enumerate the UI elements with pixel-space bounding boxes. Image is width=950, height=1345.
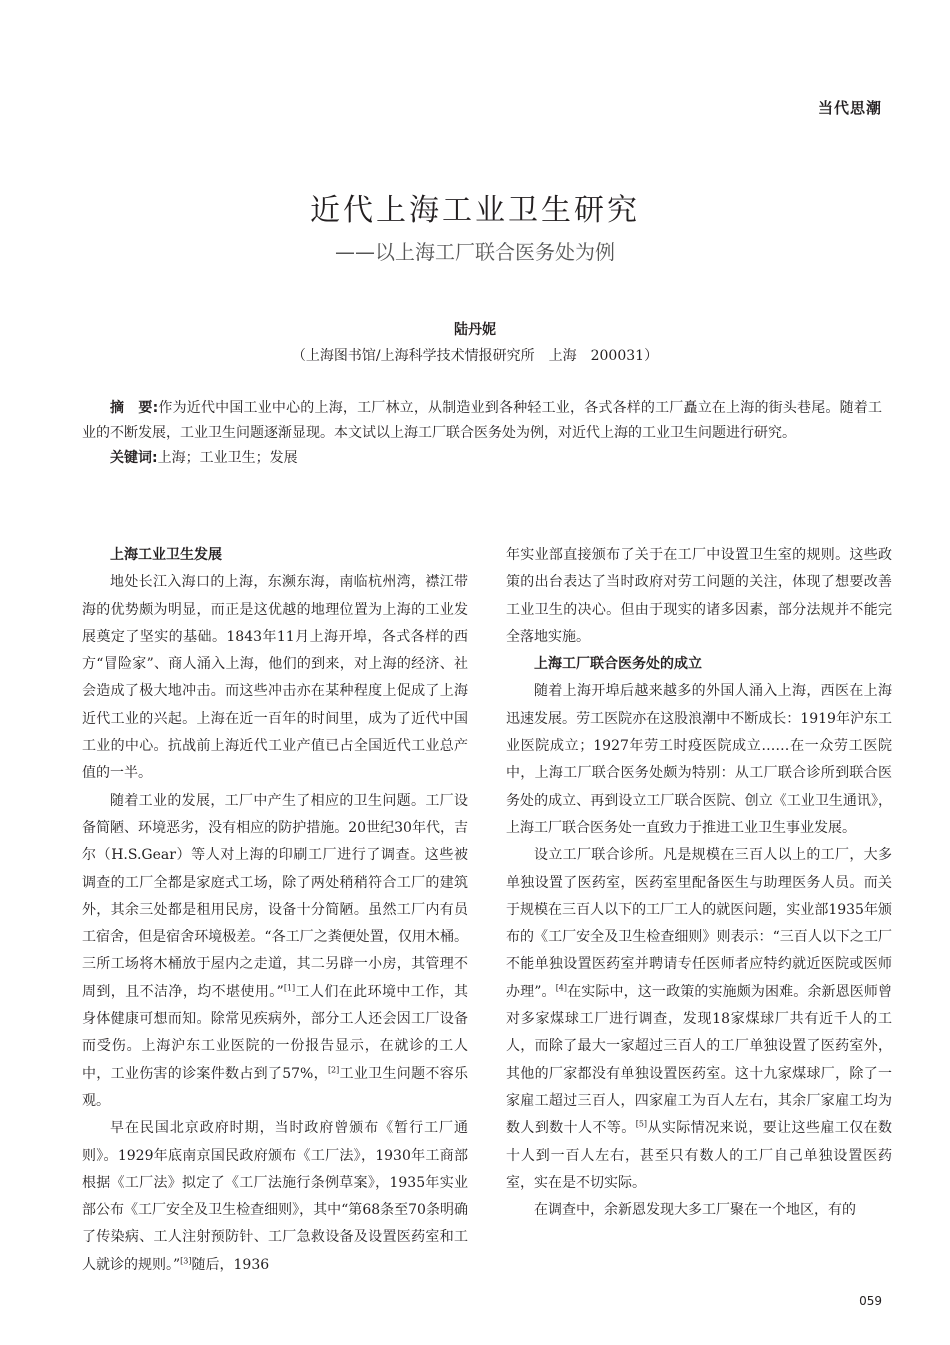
right-paragraph-2: 随着上海开埠后越来越多的外国人涌入上海，西医在上海迅速发展。劳工医院亦在这股浪潮中不断成长：1919年沪东工业医院成立；1927年劳工时疫医院成立……在一众劳工医院中，上海工厂联合医务处颇为特别：从工厂联合诊所到联合医务处的成立、再到设立工厂联合医院、创立《工业卫生通讯》，上海工厂联合医务处一直致力于推进工业卫生事业发展。	[506, 683, 892, 836]
left-paragraph-3	[82, 1115, 468, 1279]
reference-3: [3]	[180, 1256, 192, 1266]
left-p2-text-b: 工人们在此环境中工作，其身体健康可想而知。除常见疾病外，部分工人还会因工厂设备而受伤。上海沪东工业医院的一份报告显示，在就诊的工人中，工业伤害的诊案件数占到了57%，	[82, 983, 468, 1082]
reference-1: [1]	[283, 983, 296, 993]
keywords-text: 上海；工业卫生；发展	[157, 450, 298, 466]
article-title: 近代上海工业卫生研究	[310, 193, 640, 228]
page-number: 059	[859, 1294, 882, 1308]
right-paragraph-3	[506, 842, 892, 1197]
author-name: 陆丹妮	[454, 322, 496, 338]
left-p2-text-c: 工业卫生问题不容乐观。	[82, 1065, 468, 1109]
reference-2: [2]	[327, 1064, 340, 1074]
right-column	[506, 542, 892, 1224]
keywords-label: 关键词:	[110, 450, 158, 466]
section-heading-industrial-hygiene: 上海工业卫生发展	[110, 547, 222, 563]
right-paragraph-1: 年实业部直接颁布了关于在工厂中设置卫生室的规则。这些政策的出台表达了当时政府对劳工问题的关注，体现了想要改善工业卫生的决心。但由于现实的诸多因素，部分法规并不能完全落地实施。	[506, 547, 892, 645]
section-heading-medical-office: 上海工厂联合医务处的成立	[534, 656, 702, 673]
reference-5: [5]	[635, 1119, 648, 1129]
left-paragraph-2	[82, 788, 468, 1116]
reference-4: [4]	[555, 983, 568, 993]
right-p3-text-a: 设立工厂联合诊所。凡是规模在三百人以上的工厂，大多单独设置了医药室，医药室里配备医生与助理医务人员。而关于规模在三百人以下的工厂工人的就医问题，实业部1935年颁布的《工厂安全及卫生检查细则》则表示：“三百人以下之工厂不能单独设置医药室并聘请专任医师者应特约就近医院或医师办理”。	[506, 847, 892, 1000]
right-p3-text-b: 在实际中，这一政策的实施颇为困难。余新恩医师曾对多家煤球工厂进行调查，发现18家煤球厂共有近千人的工人，而除了最大一家超过三百人的工厂单独设置了医药室外，其他的厂家都没有单独设置医药室。这十九家煤球厂，除了一家雇工超过三百人，四家雇工为百人左右，其余厂家雇工均为数人到数十人不等。	[506, 983, 892, 1137]
abstract-block	[82, 396, 882, 471]
section-header: 当代思潮	[817, 99, 882, 117]
left-column	[82, 542, 468, 1279]
abstract-paragraph	[82, 396, 882, 446]
abstract-text: 作为近代中国工业中心的上海，工厂林立，从制造业到各种轻工业，各式各样的工厂矗立在上海的街头巷尾。随着工业的不断发展，工业卫生问题逐渐显现。本文试以上海工厂联合医务处为例，对近代上海的工业卫生问题进行研究。	[82, 400, 882, 441]
left-p3-text-a: 早在民国北京政府时期，当时政府曾颁布《暂行工厂通则》。1929年底南京国民政府颁布《工厂法》，1930年工商部根据《工厂法》拟定了《工厂法施行条例草案》，1935年实业部公布《工厂安全及卫生检查细则》，其中“第68条至70条明确了传染病、工人注射预防针、工厂急救设备及设置医药室和工人就诊的规则。”	[82, 1120, 468, 1273]
keywords-paragraph	[82, 446, 882, 471]
abstract-label: 摘 要:	[110, 400, 159, 416]
left-paragraph-1: 地处长江入海口的上海，东濒东海，南临杭州湾，襟江带海的优势颇为明显，而正是这优越的地理位置为上海的工业发展奠定了坚实的基础。1843年11月上海开埠，各式各样的西方“冒险家”、商人涌入上海，他们的到来，对上海的经济、社会造成了极大地冲击。而这些冲击亦在某种程度上促成了上海近代工业的兴起。上海在近一百年的时间里，成为了近代中国工业的中心。抗战前上海近代工业产值已占全国近代工业总产值的一半。	[82, 574, 468, 782]
author-affiliation: （上海图书馆/上海科学技术情报研究所 上海 200031）	[291, 348, 659, 364]
article-subtitle: ——以上海工厂联合医务处为例	[335, 240, 615, 264]
right-p3-text-c: 从实际情况来说，要让这些雇工仅在数十人到一百人左右，甚至只有数人的工厂自己单独设置医药室，实在是不切实际。	[506, 1120, 893, 1191]
left-p3-text-b: 随后，1936	[191, 1256, 270, 1273]
right-paragraph-4: 在调查中，余新恩发现大多工厂聚在一个地区，有的	[534, 1202, 856, 1219]
left-p2-text-a: 随着工业的发展，工厂中产生了相应的卫生问题。工厂设备简陋、环境恶劣，没有相应的防护措施。20世纪30年代，吉尔（H.S.Gear）等人对上海的印刷工厂进行了调查。这些被调查的工厂全都是家庭式工场，除了两处稍稍符合工厂的建筑外，其余三处都是租用民房，设备十分简陋。虽然工厂内有员工宿舍，但是宿舍环境极差。“各工厂之粪便处置，仅用木桶。三所工场将木桶放于屋内之走道，其二另辟一小房，其管理不周到，且不洁净，均不堪使用。”	[82, 792, 468, 1000]
